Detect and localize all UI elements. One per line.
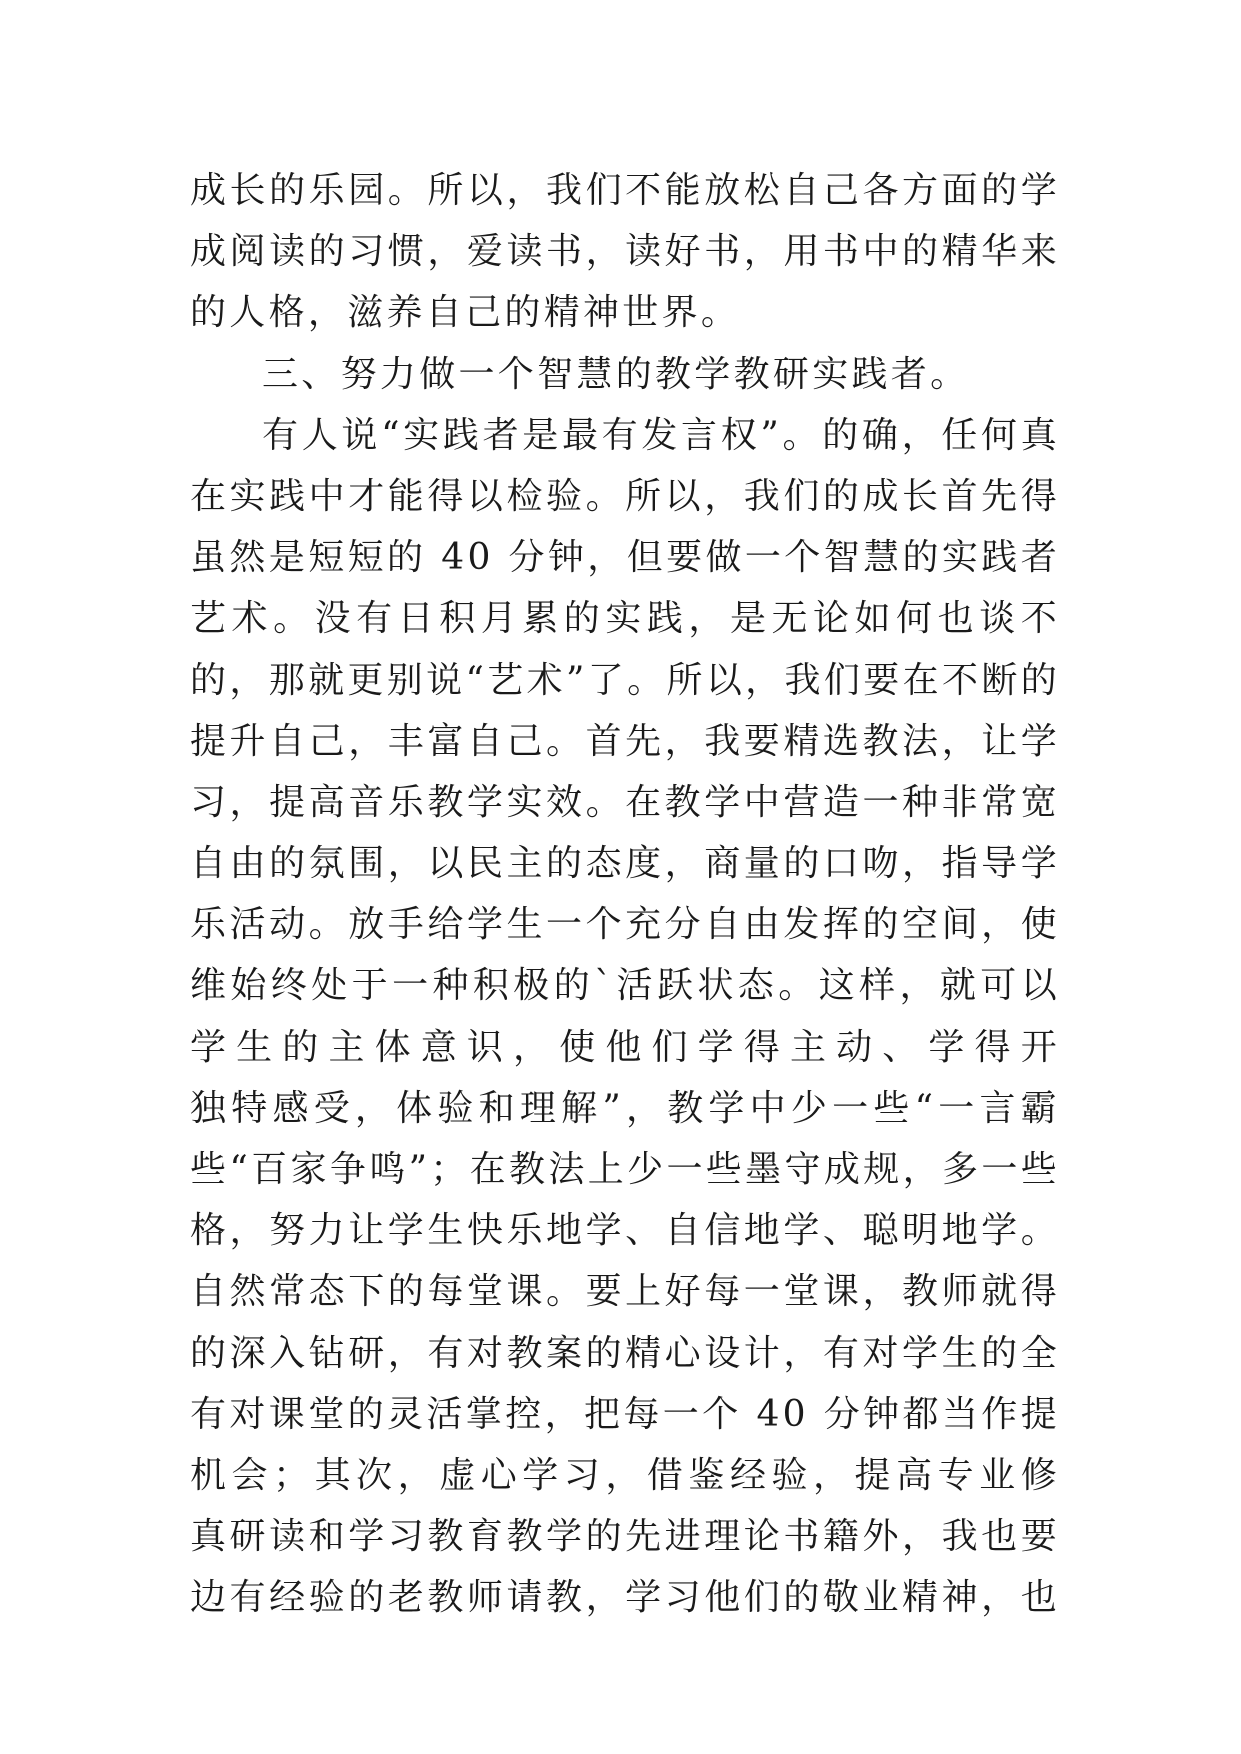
text-line: 的，那就更别说“艺术”了。所以，我们要在不断的 [190,659,1060,701]
text-line: 成阅读的习惯，爱读书，读好书，用书中的精华来 [190,231,1060,273]
text-line: 乐活动。放手给学生一个充分自由发挥的空间，使 [190,904,1060,946]
text-line: 维始终处于一种积极的`活跃状态。这样，就可以 [190,965,1060,1007]
text-line: 有对课堂的灵活掌控，把每一个 40 分钟都当作提 [190,1393,1060,1435]
text-line: 虽然是短短的 40 分钟，但要做一个智慧的实践者 [190,537,1060,579]
text-line: 成长的乐园。所以，我们不能放松自己各方面的学 [190,170,1060,211]
text-line: 机会；其次，虚心学习，借鉴经验，提高专业修 [190,1454,1060,1496]
text-line: 些“百家争鸣”；在教法上少一些墨守成规，多一些 [190,1149,1060,1190]
body-text [190,160,1060,1629]
text-line: 在实践中才能得以检验。所以，我们的成长首先得 [190,475,1060,517]
text-line: 格，努力让学生快乐地学、自信地学、聪明地学。 [190,1210,1060,1252]
text-line: 习，提高音乐教学实效。在教学中营造一种非常宽 [190,781,1060,823]
text-line: 真研读和学习教育教学的先进理论书籍外，我也要 [190,1516,1060,1558]
text-line: 有人说“实践者是最有发言权”。的确，任何真 [262,414,1060,456]
text-line: 学生的主体意识，使他们学得主动、学得开 [190,1026,1060,1068]
text-line: 自由的氛围，以民主的态度，商量的口吻，指导学 [190,843,1060,885]
text-line: 提升自己，丰富自己。首先，我要精选教法，让学 [190,720,1060,762]
text-line: 的人格，滋养自己的精神世界。 [190,292,741,334]
text-line: 的深入钻研，有对教案的精心设计，有对学生的全 [190,1332,1060,1374]
text-line: 边有经验的老教师请教，学习他们的敬业精神，也 [190,1577,1060,1619]
text-line: 艺术。没有日积月累的实践，是无论如何也谈不 [190,598,1060,640]
text-line: 独特感受，体验和理解”，教学中少一些“一言霸 [190,1087,1060,1129]
section-heading: 三、努力做一个智慧的教学教研实践者。 [262,353,970,395]
text-line: 自然常态下的每堂课。要上好每一堂课，教师就得 [190,1271,1060,1313]
